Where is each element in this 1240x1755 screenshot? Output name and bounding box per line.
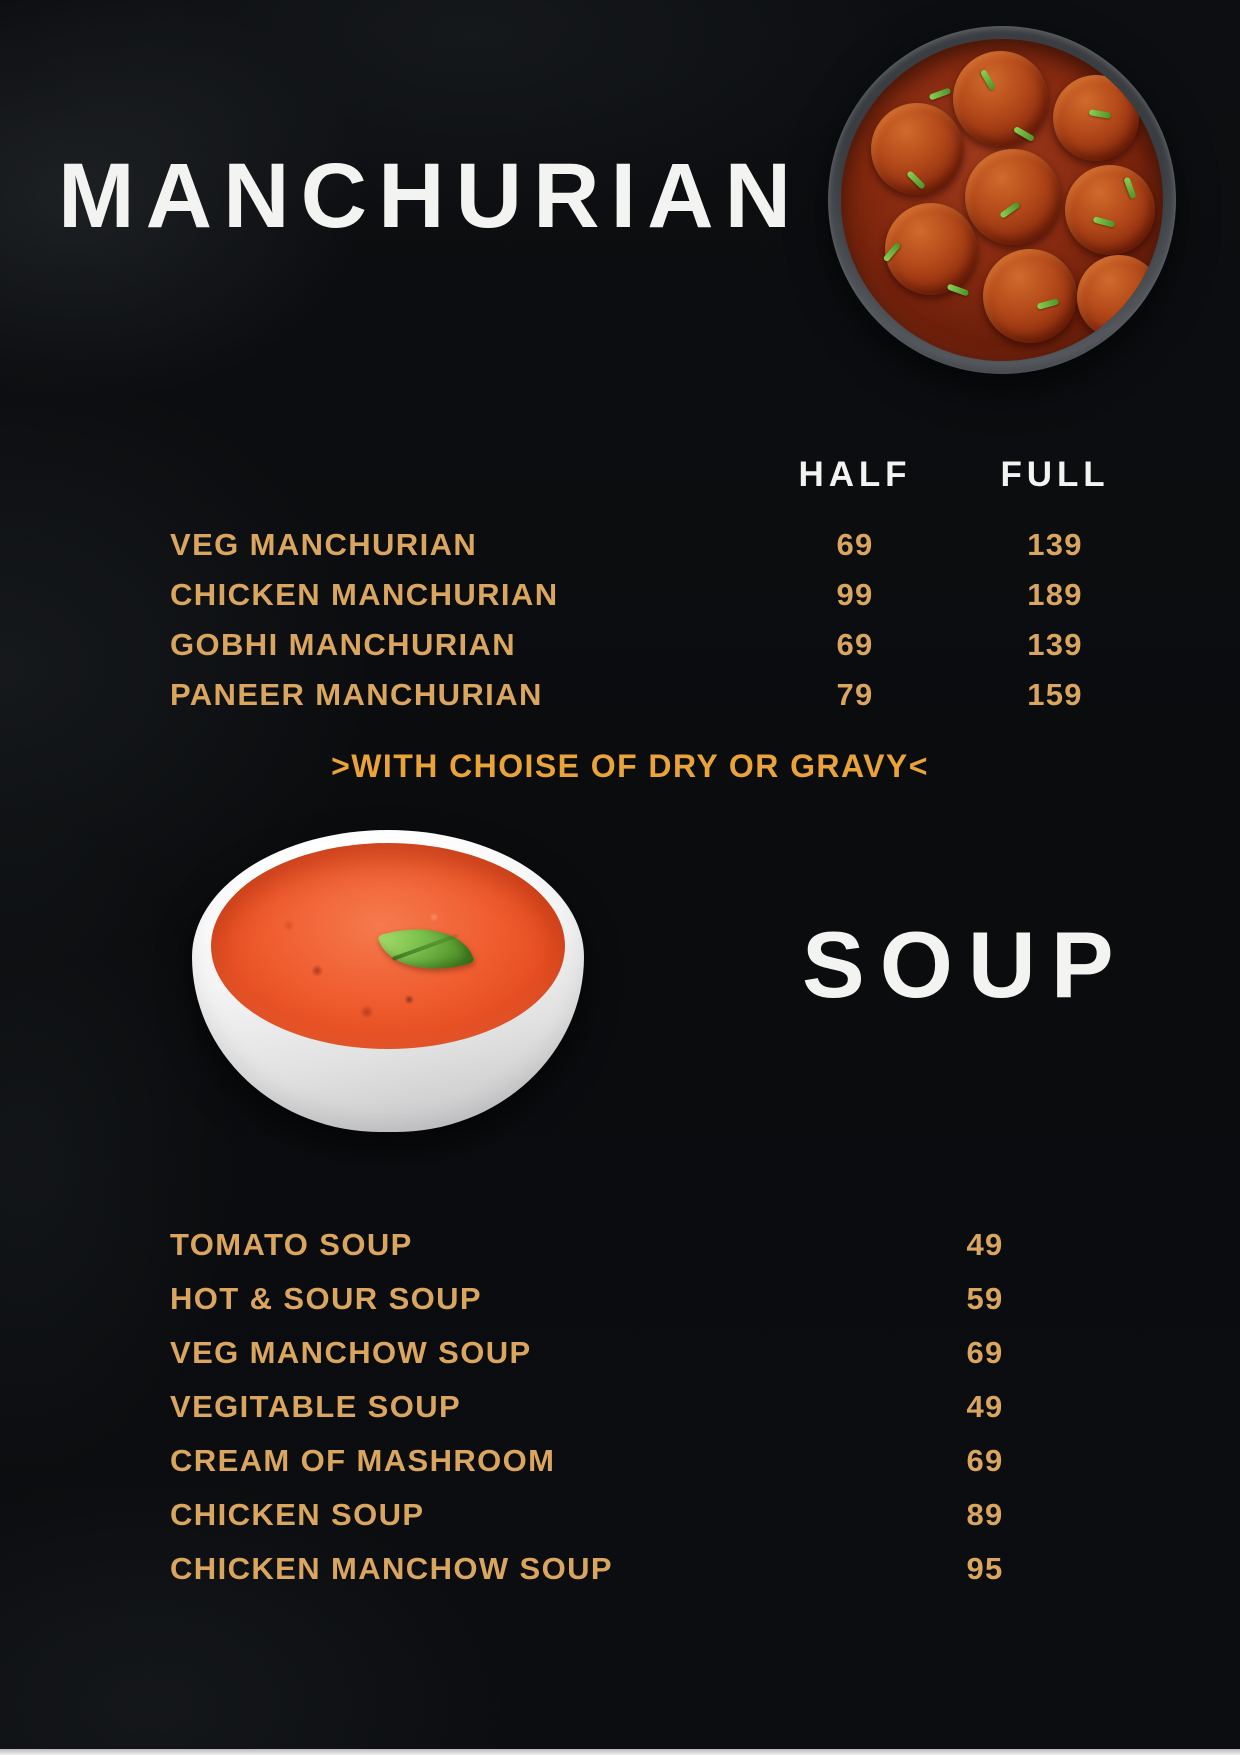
tomato-soup-photo: [192, 830, 584, 1142]
item-name: TOMATO SOUP: [170, 1227, 413, 1262]
item-price: 69: [966, 1335, 1004, 1370]
item-name: CHICKEN SOUP: [170, 1497, 425, 1532]
soup-item-row: [170, 1488, 1040, 1542]
meatball-shape: [983, 249, 1077, 343]
item-price-full: 139: [1027, 627, 1083, 662]
meatball-shape: [1065, 165, 1155, 255]
item-price: 49: [966, 1227, 1004, 1262]
manchurian-item-row: [170, 570, 1155, 620]
item-price-half: 69: [836, 627, 874, 662]
meatball-shape: [885, 203, 977, 295]
item-price-full: 159: [1027, 677, 1083, 712]
item-price-full: 139: [1027, 527, 1083, 562]
manchurian-item-row: [170, 620, 1155, 670]
soup-surface-shape: [211, 843, 565, 1049]
soup-price-list: [170, 1218, 1040, 1596]
item-price: 95: [966, 1551, 1004, 1586]
item-name: VEG MANCHOW SOUP: [170, 1335, 532, 1370]
soup-item-row: [170, 1272, 1040, 1326]
item-price-full: 189: [1027, 577, 1083, 612]
dry-or-gravy-note: >WITH CHOISE OF DRY OR GRAVY<: [331, 748, 929, 784]
item-price-half: 69: [836, 527, 874, 562]
item-price: 59: [966, 1281, 1004, 1316]
item-name: PANEER MANCHURIAN: [170, 677, 543, 712]
half-column-header: HALF: [798, 455, 912, 494]
soup-item-row: [170, 1542, 1040, 1596]
basil-leaf-shape: [377, 912, 474, 986]
item-name: VEG MANCHURIAN: [170, 527, 478, 562]
price-table-header: [170, 452, 1155, 498]
item-name: CHICKEN MANCHOW SOUP: [170, 1551, 613, 1586]
meatball-shape: [965, 149, 1061, 245]
manchurian-item-row: [170, 520, 1155, 570]
item-price: 89: [966, 1497, 1004, 1532]
meatball-shape: [1077, 255, 1161, 339]
item-price-half: 99: [836, 577, 874, 612]
item-name: GOBHI MANCHURIAN: [170, 627, 517, 662]
meatball-shape: [953, 51, 1048, 146]
soup-item-row: [170, 1218, 1040, 1272]
item-name: HOT & SOUR SOUP: [170, 1281, 483, 1316]
item-name: CHICKEN MANCHURIAN: [170, 577, 559, 612]
item-name: VEGITABLE SOUP: [170, 1389, 462, 1424]
gravy-shape: [841, 39, 1163, 361]
full-column-header: FULL: [1000, 455, 1110, 494]
manchurian-price-table: [170, 452, 1155, 720]
meatball-shape: [1053, 75, 1139, 161]
spring-onion-garnish: [929, 87, 952, 100]
soup-section-title: SOUP: [802, 912, 1129, 1017]
soup-item-row: [170, 1434, 1040, 1488]
soup-item-row: [170, 1326, 1040, 1380]
manchurian-section-title: MANCHURIAN: [58, 145, 803, 247]
item-price: 69: [966, 1443, 1004, 1478]
manchurian-dish-photo: [828, 26, 1176, 374]
manchurian-item-row: [170, 670, 1155, 720]
page-bottom-edge: [0, 1749, 1240, 1755]
item-name: CREAM OF MASHROOM: [170, 1443, 556, 1478]
manchurian-item-rows: [170, 520, 1155, 720]
item-price-half: 79: [836, 677, 874, 712]
item-price: 49: [966, 1389, 1004, 1424]
soup-item-row: [170, 1380, 1040, 1434]
